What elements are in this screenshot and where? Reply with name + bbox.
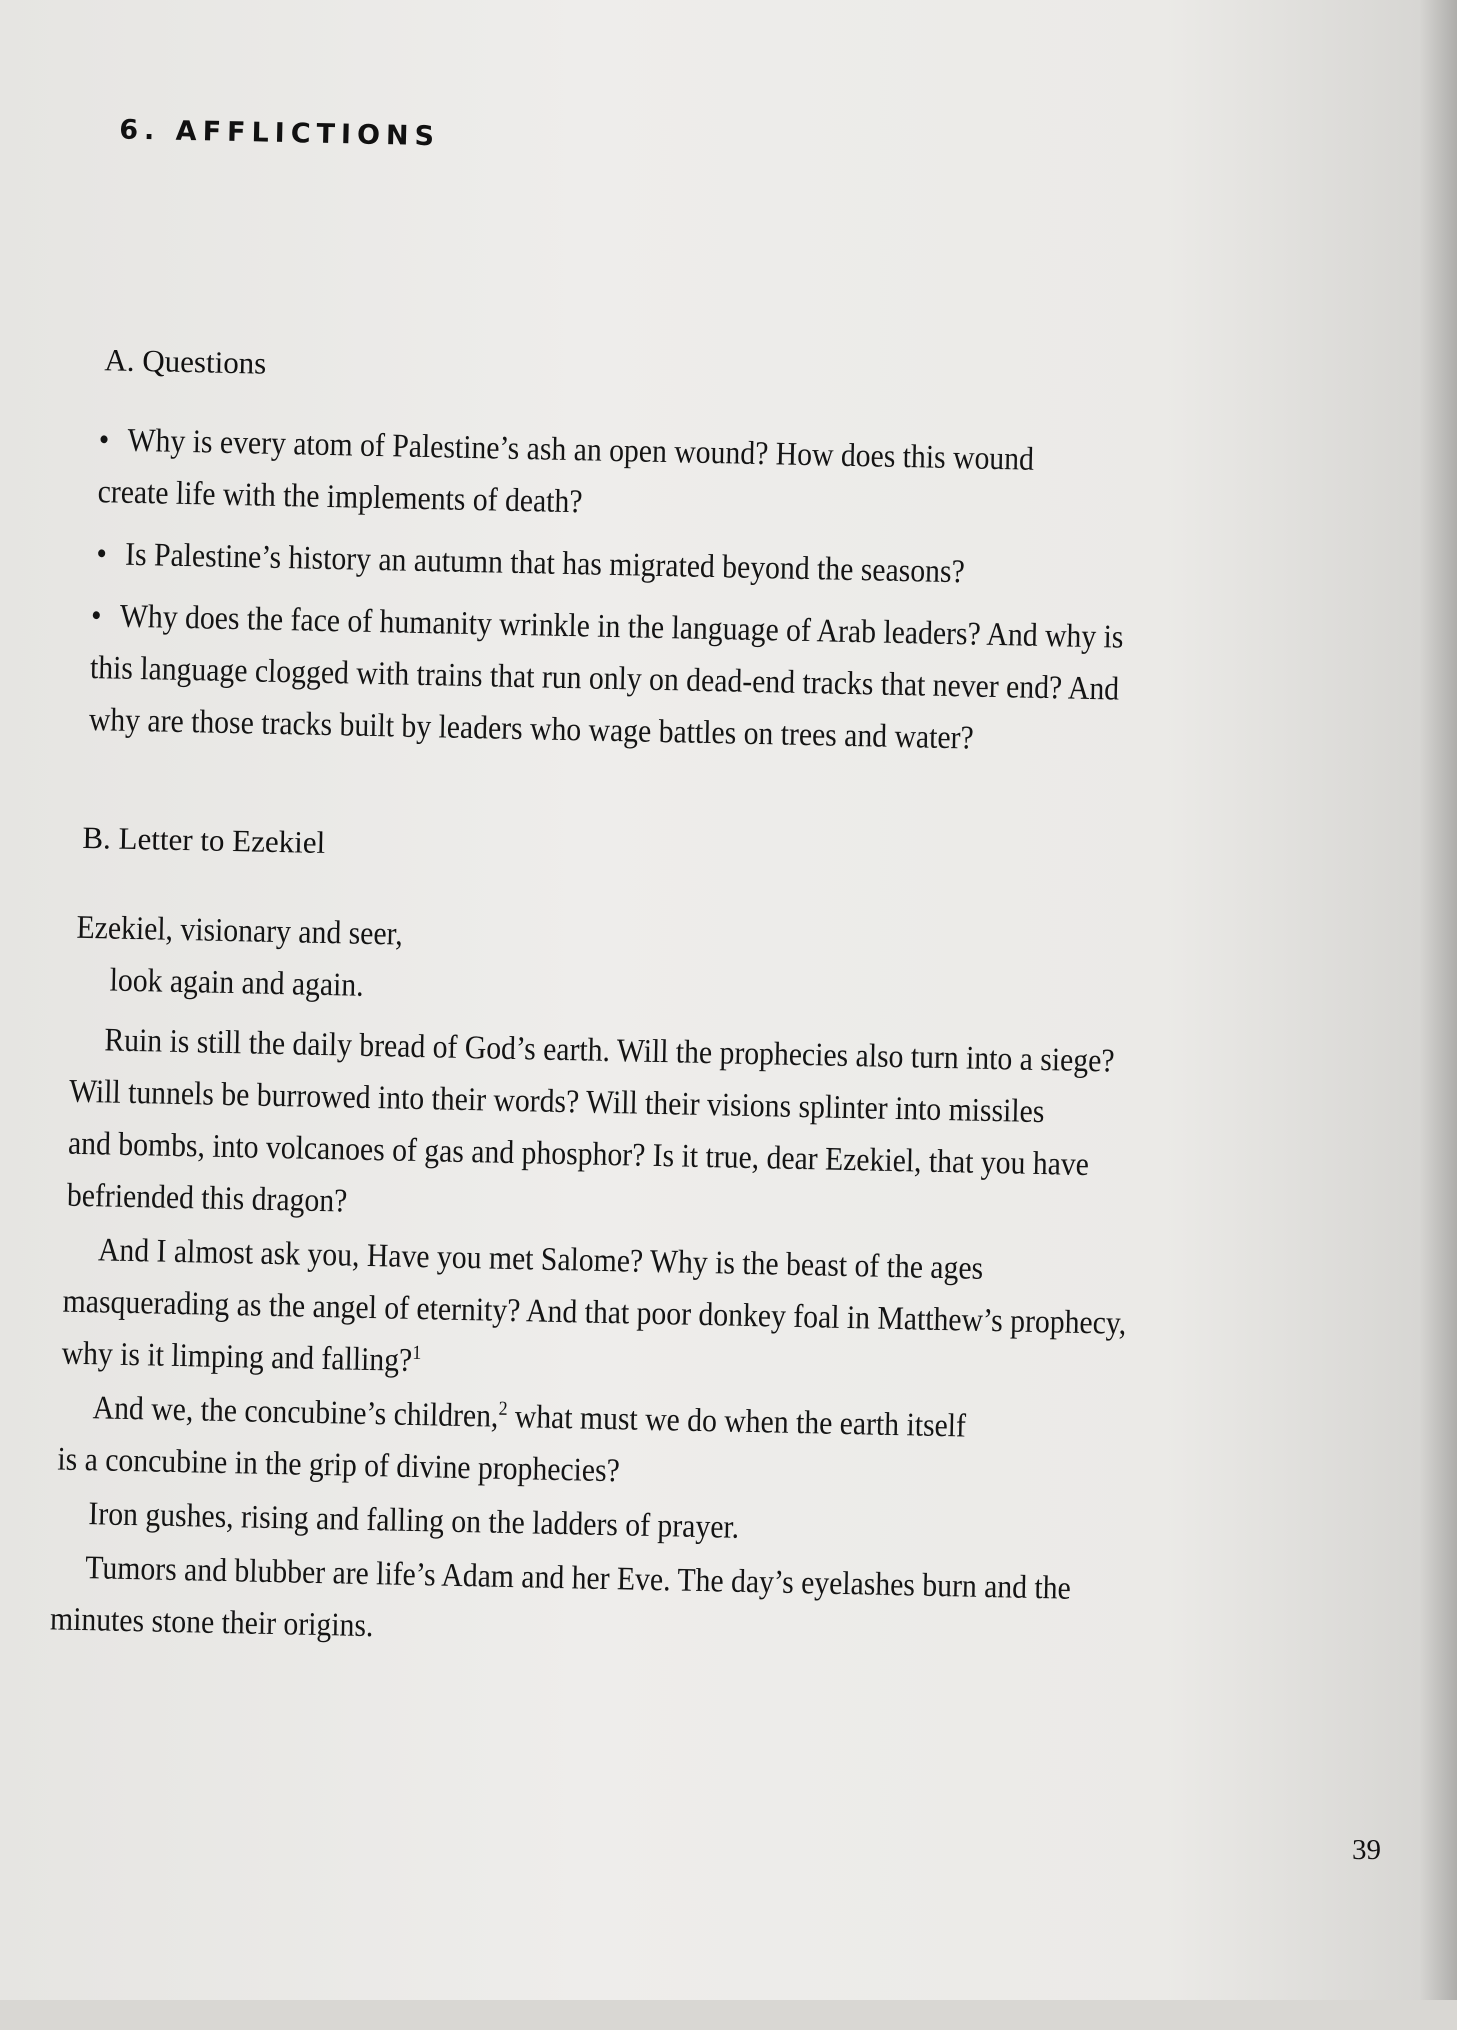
section-heading-letter: B. Letter to Ezekiel bbox=[82, 819, 326, 860]
paragraph-line: minutes stone their origins. bbox=[49, 1601, 374, 1645]
paragraph-line: is a concubine in the grip of divine prophecies? bbox=[57, 1441, 621, 1490]
question-line: why are those tracks built by leaders who wage battles on trees and water? bbox=[88, 702, 975, 757]
paragraph-line: Iron gushes, rising and falling on the ladders of prayer. bbox=[88, 1496, 740, 1546]
salutation-line: Ezekiel, visionary and seer, bbox=[76, 909, 404, 953]
paragraph-line: why is it limping and falling? bbox=[61, 1335, 413, 1379]
paragraph-line: And I almost ask you, Have you met Salome? Why is the beast of the ages bbox=[97, 1232, 984, 1287]
question-item bbox=[97, 414, 1269, 542]
paragraph-line: befriended this dragon? bbox=[66, 1177, 348, 1220]
letter-paragraph bbox=[66, 1014, 1204, 1246]
bullet-icon: • bbox=[90, 598, 102, 635]
question-line: this language clogged with trains that run only on dead-end tracks that never end? And bbox=[89, 650, 1120, 708]
chapter-title: 6. AFFLICTIONS bbox=[118, 114, 441, 153]
paragraph-line: masquerading as the angel of eternity? And that poor donkey foal in Matthew’s prophecy, bbox=[62, 1283, 1127, 1342]
bullet-icon: • bbox=[96, 536, 108, 573]
paragraph-line: Tumors and blubber are life’s Adam and her Eve. The day’s eyelashes burn and the bbox=[85, 1550, 1072, 1607]
question-line: create life with the implements of death? bbox=[97, 474, 583, 521]
footnote-marker[interactable]: 2 bbox=[498, 1397, 508, 1420]
letter-paragraph bbox=[61, 1224, 1198, 1404]
paragraph-line: Ruin is still the daily bread of God’s earth. Will the prophecies also turn into a siege? bbox=[104, 1022, 1115, 1080]
section-heading-questions: A. Questions bbox=[104, 342, 267, 381]
paragraph-line: And we, the concubine’s children, bbox=[92, 1390, 499, 1435]
question-item bbox=[88, 590, 1261, 770]
bullet-icon: • bbox=[98, 422, 110, 459]
question-line: Why does the face of humanity wrinkle in the language of Arab leaders? And why is bbox=[119, 598, 1124, 656]
letter-salutation bbox=[75, 902, 1211, 1030]
page-number: 39 bbox=[1352, 1834, 1381, 1866]
question-line: Is Palestine’s history an autumn that has migrated beyond the seasons? bbox=[124, 536, 966, 591]
footnote-marker[interactable]: 1 bbox=[412, 1341, 422, 1365]
paragraph-line: what must we do when the earth itself bbox=[507, 1398, 967, 1445]
paragraph-line: and bombs, into volcanoes of gas and phosphor? Is it true, dear Ezekiel, that you have bbox=[67, 1125, 1090, 1184]
question-line: Why is every atom of Palestine’s ash an open wound? How does this wound bbox=[127, 422, 1035, 478]
salutation-line: look again and again. bbox=[109, 962, 365, 1004]
paragraph-line: Will tunnels be burrowed into their words? Will their visions splinter into missiles bbox=[68, 1073, 1045, 1131]
letter-paragraph bbox=[50, 1541, 1186, 1669]
